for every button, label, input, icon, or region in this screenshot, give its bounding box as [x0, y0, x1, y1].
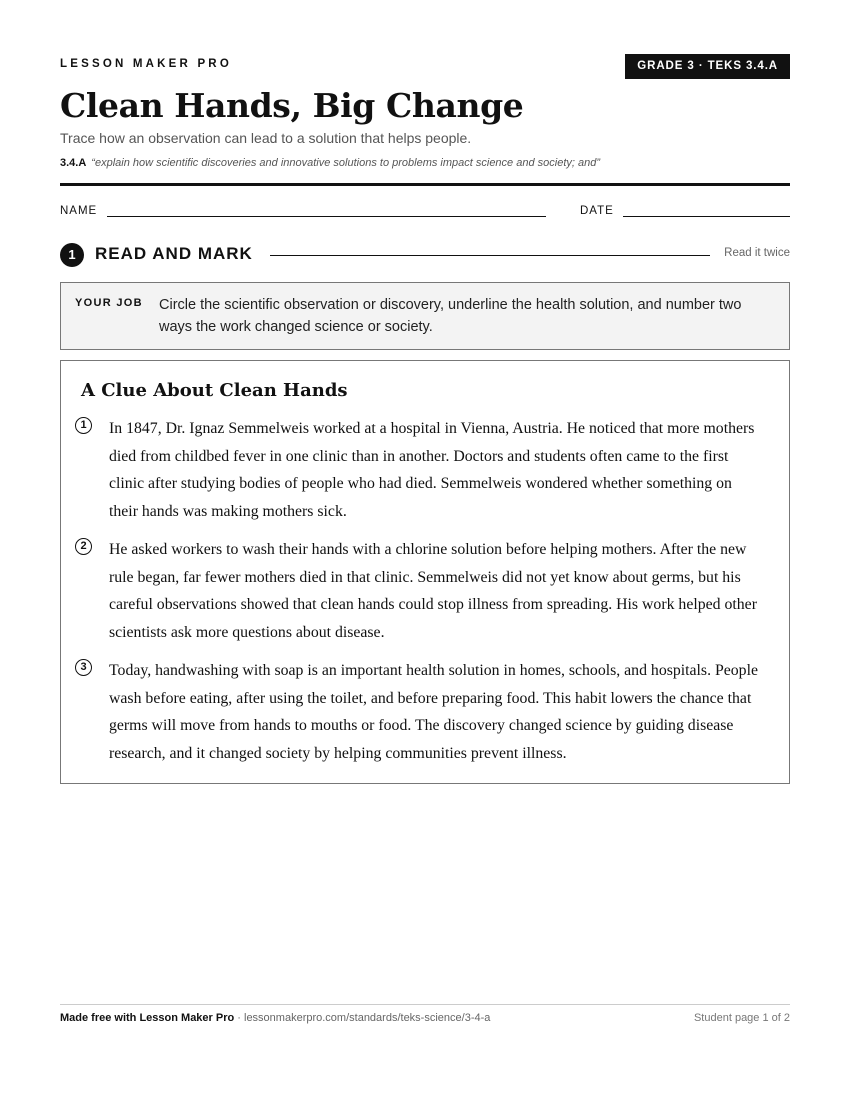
- standard-code: 3.4.A: [60, 157, 87, 169]
- grade-standard-badge: GRADE 3 · TEKS 3.4.A: [625, 54, 790, 79]
- paragraph-number: 2: [75, 538, 92, 555]
- brand-name: LESSON MAKER PRO: [60, 58, 232, 70]
- section-number-badge: 1: [60, 243, 84, 267]
- footer-made-with: Made free with Lesson Maker Pro: [60, 1012, 235, 1024]
- footer-divider: [60, 1004, 790, 1005]
- page-title: Clean Hands, Big Change: [60, 86, 524, 125]
- section-title: READ AND MARK: [95, 244, 253, 263]
- instructions-text: Circle the scientific observation or discovery, underline the health solution, and number two ways the work changed science or society.: [159, 297, 742, 335]
- name-label: NAME: [60, 205, 98, 217]
- reading-passage: [60, 360, 790, 784]
- page-subtitle: Trace how an observation can lead to a solution that helps people.: [60, 130, 472, 146]
- date-label: DATE: [580, 205, 614, 217]
- standard-text: “explain how scientific discoveries and innovative solutions to problems impact science and society; and”: [91, 157, 600, 169]
- paragraph-text: He asked workers to wash their hands with a chlorine solution before helping mothers. After the new rule began, far fewer mothers died in that clinic. Semmelweis did not yet know about germs, but his careful observations showed that clean hands could stop illness from spreading. His work helped other scientists ask more questions about disease.: [109, 541, 757, 641]
- standard-statement: [60, 157, 600, 169]
- section-heading: [60, 243, 790, 267]
- date-field[interactable]: [623, 216, 790, 217]
- footer-credit: [60, 1012, 490, 1024]
- footer-url[interactable]: · lessonmakerpro.com/standards/teks-science/3-4-a: [234, 1012, 491, 1024]
- paragraph-number: 1: [75, 417, 92, 434]
- paragraph-number: 3: [75, 659, 92, 676]
- header-divider: [60, 183, 790, 186]
- section-note: Read it twice: [724, 247, 790, 259]
- paragraph-text: In 1847, Dr. Ignaz Semmelweis worked at a hospital in Vienna, Austria. He noticed that more mothers died from childbed fever in one clinic than in another. Doctors and students often came to the first clinic after studying bodies of people who had died. Semmelweis wondered whether something on their hands was making mothers sick.: [109, 420, 755, 520]
- footer-page-number: Student page 1 of 2: [693, 1012, 790, 1024]
- instructions-label: YOUR JOB: [75, 297, 143, 309]
- passage-title: A Clue About Clean Hands: [81, 380, 348, 401]
- paragraph-text: Today, handwashing with soap is an important health solution in homes, schools, and hospitals. People wash before eating, after using the toilet, and before preparing food. This habit lowers the chance that germs will move from hands to mouths or food. The discovery changed science by guiding disease research, and it changed society by helping communities prevent illness.: [109, 662, 758, 762]
- name-field[interactable]: [107, 216, 546, 217]
- instructions-box: [60, 282, 790, 350]
- section-divider: [270, 255, 710, 256]
